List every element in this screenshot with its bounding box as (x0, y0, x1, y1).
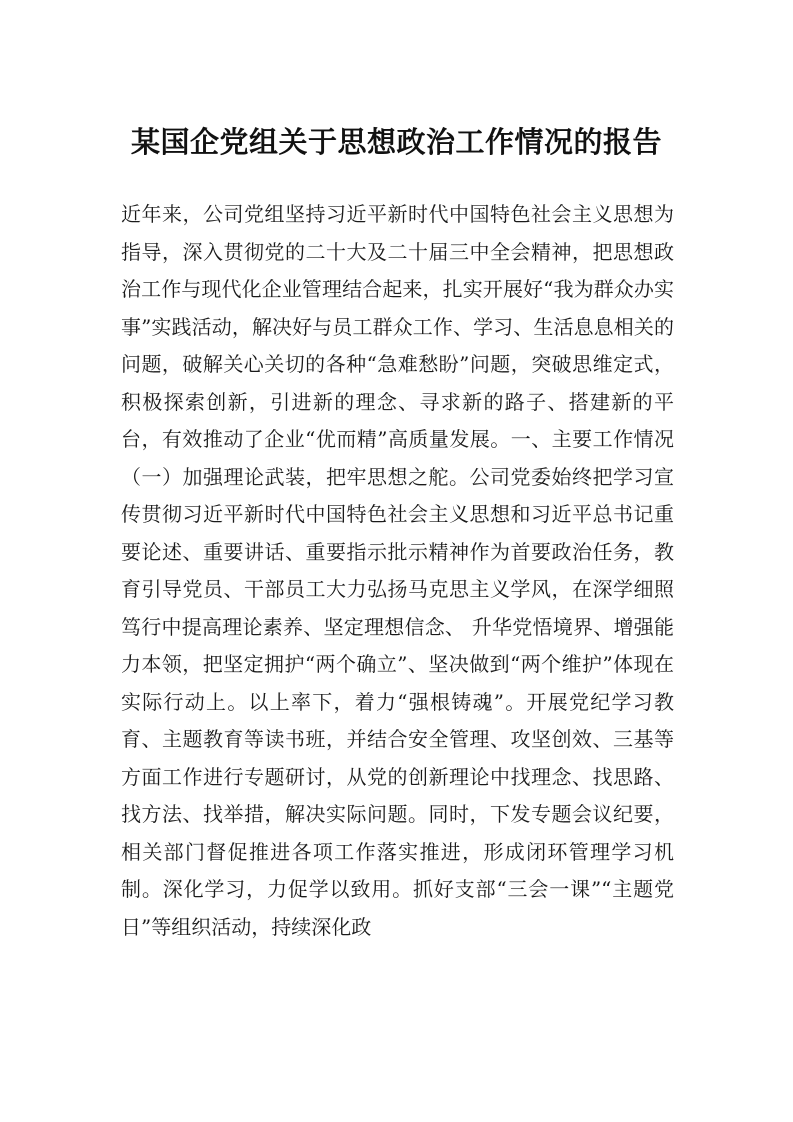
document-body-paragraph: 近年来，公司党组坚持习近平新时代中国特色社会主义思想为指导，深入贯彻党的二十大及二十届三中全会精神，把思想政治工作与现代化企业管理结合起来，扎实开展好“我为群众办实事”实践活动，解决好与员工群众工作、学习、生活息息相关的问题，破解关心关切的各种“急难愁盼”问题，突破思维定式，积极探索创新，引进新的理念、寻求新的路子、搭建新的平台，有效推动了企业“优而精”高质量发展。一、主要工作情况（一）加强理论武装，把牢思想之舵。公司党委始终把学习宣传贯彻习近平新时代中国特色社会主义思想和习近平总书记重要论述、重要讲话、重要指示批示精神作为首要政治任务，教育引导党员、干部员工大力弘扬马克思主义学风，在深学细照笃行中提高理论素养、坚定理想信念、 升华党悟境界、增强能力本领，把坚定拥护“两个确立”、坚决做到“两个维护”体现在实际行动上。以上率下，着力“强根铸魂”。开展党纪学习教育、主题教育等读书班，并结合安全管理、攻坚创效、三基等方面工作进行专题研讨，从党的创新理论中找理念、找思路、找方法、找举措，解决实际问题。同时，下发专题会议纪要，相关部门督促推进各项工作落实推进，形成闭环管理学习机制。深化学习，力促学以致用。抓好支部“三会一课”“主题党日”等组织活动，持续深化政 (121, 202, 674, 939)
document-title: 某国企党组关于思想政治工作情况的报告 (130, 125, 662, 159)
